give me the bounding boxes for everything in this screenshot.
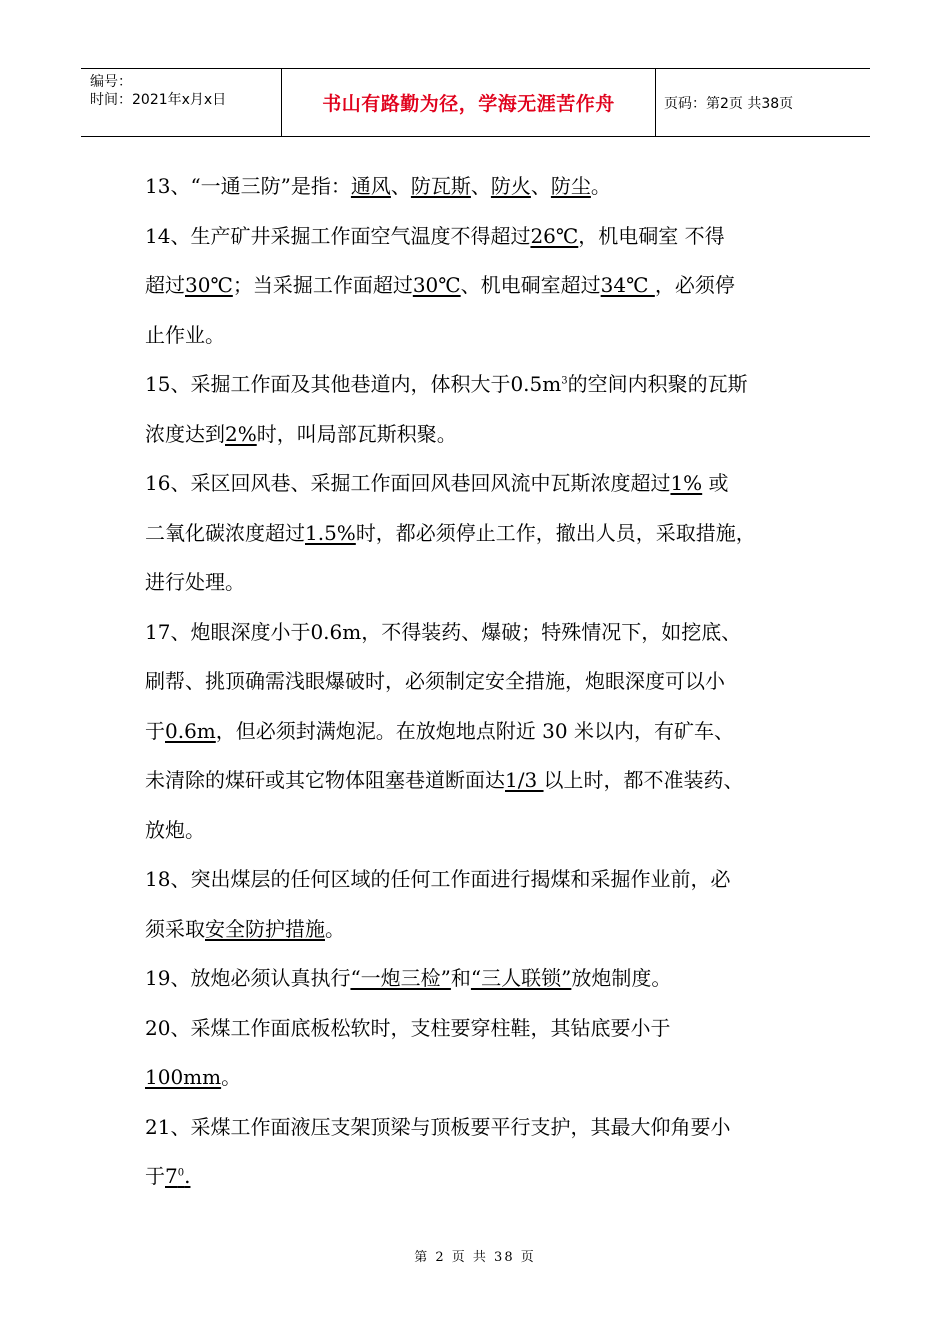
page-header xyxy=(81,68,870,137)
item-19 xyxy=(145,954,807,1004)
header-page-cell xyxy=(656,69,870,136)
item-17-line-3 xyxy=(145,707,807,757)
item-21-line-2 xyxy=(145,1152,807,1202)
text: 的空间内积聚的瓦斯 xyxy=(567,372,748,396)
item-17-line-1: 17、炮眼深度小于0.6m，不得装药、爆破；特殊情况下，如挖底、 xyxy=(145,619,742,644)
text: 时，叫局部瓦斯积聚。 xyxy=(256,421,457,446)
answer: 通风 xyxy=(350,174,391,198)
answer: 防尘 xyxy=(550,174,591,198)
text: 、机电硐室超过 xyxy=(460,273,601,297)
item-21-line-1: 21、采煤工作面液压支架顶梁与顶板要平行支护，其最大仰角要小 xyxy=(145,1114,731,1139)
superscript: 3 xyxy=(561,375,568,387)
item-18-line-2 xyxy=(145,905,807,955)
answer: 防火 xyxy=(490,174,531,198)
text: 以上时，都不准装药、 xyxy=(543,768,744,792)
header-motto: 书山有路勤为径，学海无涯苦作舟 xyxy=(322,93,615,115)
text: ，必须停 xyxy=(654,273,735,297)
text: 浓度达到 xyxy=(145,421,225,446)
text: 。 xyxy=(221,1065,242,1089)
item-18-line-1: 18、突出煤层的任何区域的任何工作面进行揭煤和采掘作业前，必 xyxy=(145,867,731,891)
text: ，机电硐室 不得 xyxy=(578,223,725,248)
answer: 26℃ xyxy=(530,223,579,248)
answer: 1% xyxy=(670,471,703,495)
answer: 1.5% xyxy=(305,520,356,545)
item-20-line-1: 20、采煤工作面底板松软时，支柱要穿柱鞋，其钻底要小于 xyxy=(145,1015,671,1040)
text: 19、放炮必须认真执行 xyxy=(145,966,351,990)
answer xyxy=(165,1164,190,1188)
text: 二氧化碳浓度超过 xyxy=(145,520,305,545)
item-20-line-2 xyxy=(145,1053,807,1103)
item-15-line-2 xyxy=(145,410,807,460)
item-14-line-3: 止作业。 xyxy=(145,322,225,347)
text: 超过 xyxy=(145,273,185,297)
text: 、 xyxy=(390,174,411,198)
superscript: 0 xyxy=(177,1167,185,1179)
text: 。 xyxy=(325,916,345,941)
item-16-line-1 xyxy=(145,459,807,509)
text: 和 xyxy=(450,966,471,990)
answer: 30℃ xyxy=(185,273,233,297)
text: 、 xyxy=(470,174,491,198)
item-15-line-1 xyxy=(145,360,807,410)
text: 或 xyxy=(702,471,729,495)
text: ；当采掘工作面超过 xyxy=(232,273,413,297)
text: 、 xyxy=(530,174,551,198)
text: 。 xyxy=(590,174,611,198)
answer: “一炮三检” xyxy=(350,966,451,990)
text: 时，都必须停止工作，撤出人员，采取措施， xyxy=(355,520,756,545)
header-page-info: 页码：第2页 共38页 xyxy=(664,95,794,112)
answer: 1/3 xyxy=(505,768,544,792)
document-time-label: 时间：2021年x月x日 xyxy=(90,92,227,108)
text: ，但必须封满炮泥。在放炮地点附近 30 米以内，有矿车、 xyxy=(215,718,734,743)
text: 16、采区回风巷、采掘工作面回风巷回风流中瓦斯浓度超过 xyxy=(145,471,671,495)
item-16-line-3: 进行处理。 xyxy=(145,570,245,594)
text: 于 xyxy=(145,1164,165,1188)
item-17-line-4 xyxy=(145,756,807,806)
item-14-line-2 xyxy=(145,261,807,311)
header-motto-cell xyxy=(281,69,656,136)
item-16-line-2 xyxy=(145,509,807,559)
answer-suffix: . xyxy=(184,1164,191,1188)
page-footer: 第 2 页 共 38 页 xyxy=(414,1250,536,1265)
text: 14、生产矿井采掘工作面空气温度不得超过 xyxy=(145,223,531,248)
answer: 2% xyxy=(225,421,257,446)
text: 放炮制度。 xyxy=(571,966,672,990)
text: 未清除的煤矸或其它物体阻塞巷道断面达 xyxy=(145,768,505,792)
text: 13、“一通三防”是指： xyxy=(145,174,351,198)
answer-value: 7 xyxy=(165,1164,178,1188)
answer: 34℃ xyxy=(600,273,655,297)
answer: 30℃ xyxy=(412,273,461,297)
document-body xyxy=(145,162,807,1202)
text: 须采取 xyxy=(145,916,205,941)
item-17-line-5: 放炮。 xyxy=(145,817,205,842)
text: 15、采掘工作面及其他巷道内，体积大于0.5m xyxy=(145,372,562,396)
item-17-line-2: 刷帮、挑顶确需浅眼爆破时，必须制定安全措施，炮眼深度可以小 xyxy=(145,669,725,693)
item-13 xyxy=(145,162,807,212)
answer: 0.6m xyxy=(165,718,216,743)
header-meta-cell xyxy=(81,69,281,136)
text: 于 xyxy=(145,718,165,743)
answer: 100mm xyxy=(145,1065,222,1089)
item-14-line-1 xyxy=(145,212,807,262)
answer: 安全防护措施 xyxy=(205,916,325,941)
document-code-label: 编号： xyxy=(90,74,132,90)
answer: 防瓦斯 xyxy=(410,174,471,198)
answer: “三人联锁” xyxy=(470,966,572,990)
